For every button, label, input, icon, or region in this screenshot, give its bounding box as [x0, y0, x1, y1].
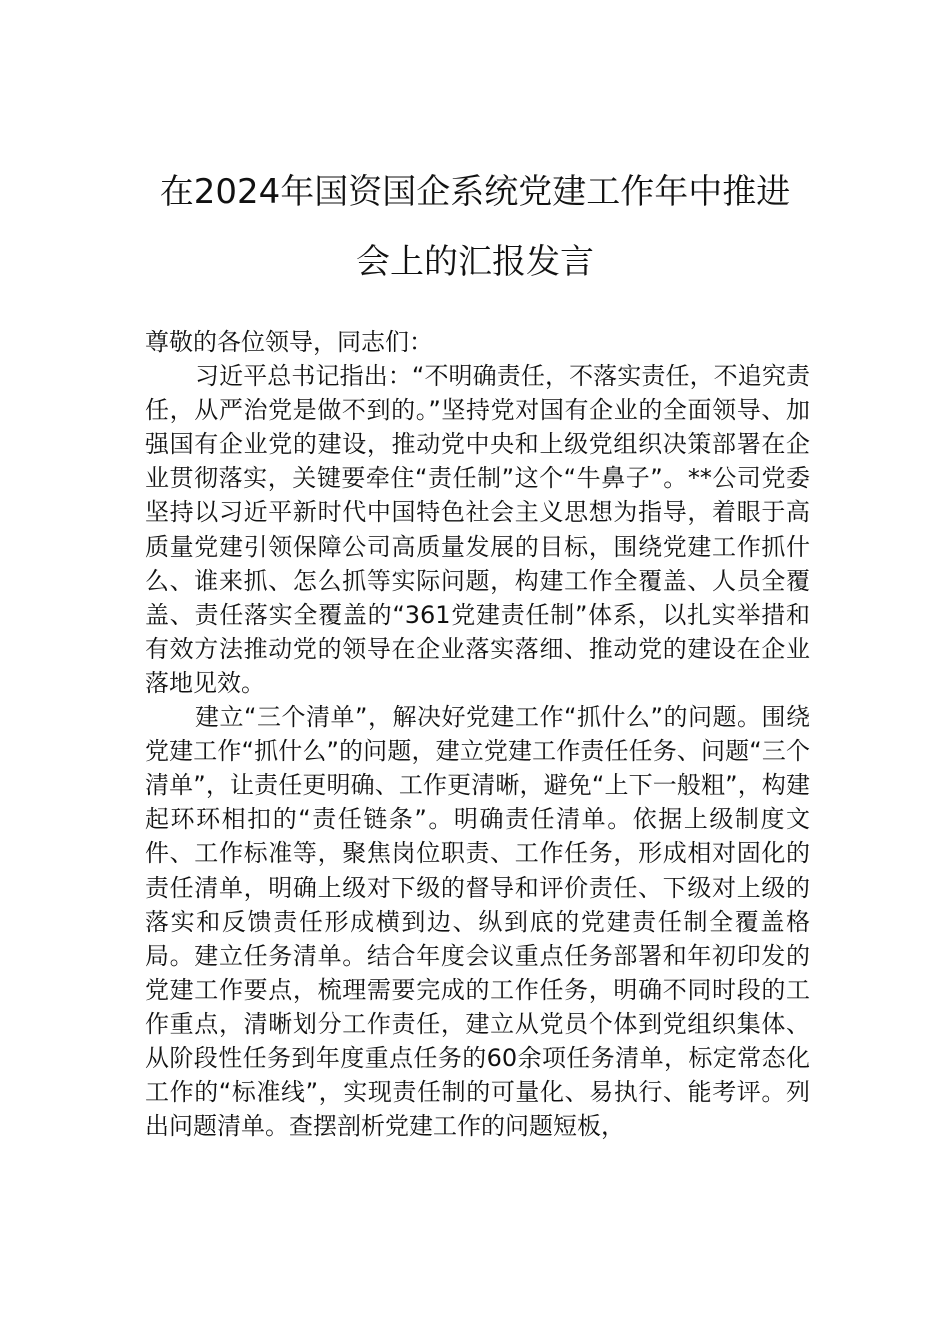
paragraph-2: 建立“三个清单”，解决好党建工作“抓什么”的问题。围绕党建工作“抓什么”的问题，建立党建工作责任任务、问题“三个清单”，让责任更明确、工作更清晰，避免“上下一般粗”，构建起环环相扣的“责任链条”。明确责任清单。依据上级制度文件、工作标准等，聚焦岗位职责、工作任务，形成相对固化的责任清单，明确上级对下级的督导和评价责任、下级对上级的落实和反馈责任形成横到边、纵到底的党建责任制全覆盖格局。建立任务清单。结合年度会议重点任务部署和年初印发的党建工作要点，梳理需要完成的工作任务，明确不同时段的工作重点，清晰划分工作责任，建立从党员个体到党组织集体、从阶段性任务到年度重点任务的60余项任务清单，标定常态化工作的“标准线”，实现责任制的可量化、易执行、能考评。列出问题清单。查摆剖析党建工作的问题短板， — [145, 703, 810, 1141]
document-title-line-1: 在2024年国资国企系统党建工作年中推进 — [159, 172, 791, 212]
salutation: 尊敬的各位领导，同志们： — [145, 328, 433, 356]
paragraph-1: 习近平总书记指出：“不明确责任，不落实责任，不追究责任，从严治党是做不到的。”坚持党对国有企业的全面领导、加强国有企业党的建设，推动党中央和上级党组织决策部署在企业贯彻落实，关键要牵住“责任制”这个“牛鼻子”。**公司党委坚持以习近平新时代中国特色社会主义思想为指导，着眼于高质量党建引领保障公司高质量发展的目标，围绕党建工作抓什么、谁来抓、怎么抓等实际问题，构建工作全覆盖、人员全覆盖、责任落实全覆盖的“361党建责任制”体系，以扎实举措和有效方法推动党的领导在企业落实落细、推动党的建设在企业落地见效。 — [145, 362, 810, 697]
document-title-line-2: 会上的汇报发言 — [356, 242, 594, 282]
document-body — [145, 325, 810, 1143]
